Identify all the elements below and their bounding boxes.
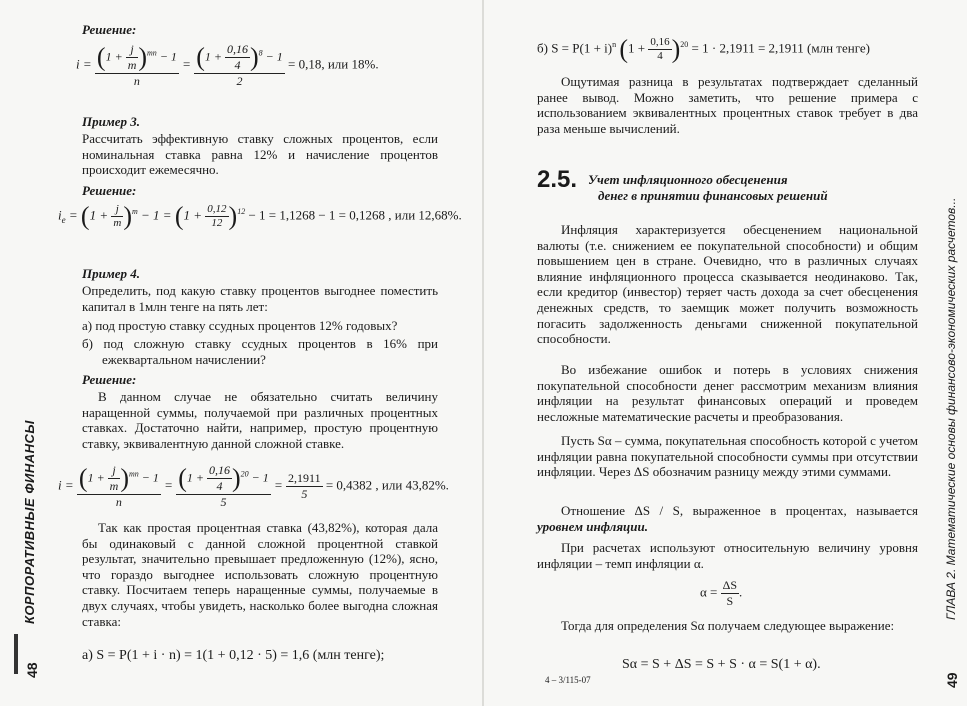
- example-4-option-b: б) под сложную ставку ссудных процентов в 16% при ежеквартальном начислении?: [82, 336, 438, 367]
- left-running-head: КОРПОРАТИВНЫЕ ФИНАНСЫ: [22, 420, 37, 624]
- right-paragraph-6: При расчетах используют относительную величину уровня инфляции – темп инфляции α.: [537, 540, 918, 571]
- solution-label-3: Решение:: [82, 372, 137, 387]
- right-paragraph-7: Тогда для определения Sα получаем следующее выражение:: [561, 618, 895, 633]
- example-3-text: Рассчитать эффективную ставку сложных процентов, если номинальная ставка равна 12% и начисление процентов происходит ежемесячно.: [82, 131, 438, 178]
- right-paragraph-5: [537, 503, 918, 534]
- eq-b-result: = 1 · 2,1911 = 2,1911 (млн тенге): [691, 40, 870, 56]
- alpha-denominator: S: [726, 594, 734, 608]
- right-paragraph-2: Инфляция характеризуется обесценением национальной валюты (т.е. снижением ее покупательной способности) и общим повышением цен в стране. Очевидно, что в различных случаях влияние инфляционного процесса сказывается неодинаково. Так, если кредитор (инвестор) теряет часть дохода за счет обесценения денежных средств, то заемщик может получить возможность погасить задолженность деньгами сниженной покупательной способности.: [537, 222, 918, 347]
- section-title: [588, 172, 828, 204]
- para5-text: Отношение ΔS / S, выраженное в процентах, называется: [561, 503, 918, 518]
- eq3-numerator: 2,1911: [288, 471, 321, 485]
- alpha-lhs: α =: [700, 584, 718, 600]
- left-page-number: 48: [24, 662, 40, 678]
- equation-a: а) S = P(1 + i · n) = 1(1 + 0,12 · 5) = 1,6 (млн тенге);: [82, 648, 385, 663]
- alpha-numerator: ΔS: [722, 578, 738, 592]
- page-footer: 4 – 3/115-07: [545, 675, 591, 685]
- example-4-option-a: а) под простую ставку ссудных процентов 12% годовых?: [82, 318, 398, 333]
- solution-3-text: В данном случае не обязательно считать величину наращенной суммы, получаемой при различных процентных ставках. Достаточно найти, например, простую процентную ставку, эквивалентную данной сложной ставке.: [82, 389, 438, 451]
- example-3-title: Пример 3.: [82, 114, 141, 129]
- para5-term: уровнем инфляции.: [537, 518, 648, 534]
- eq1-result: = 0,18, или 18%.: [288, 56, 379, 72]
- solution-label-1: Решение:: [82, 22, 137, 37]
- final-equation: Sα = S + ΔS = S + S · α = S(1 + α).: [622, 657, 821, 672]
- section-title-line-1: Учет инфляционного обесценения: [588, 172, 788, 187]
- margin-marker: [14, 634, 18, 674]
- right-paragraph-1: Ощутимая разница в результатах подтверждает сделанный ранее вывод. Можно заметить, что решение примера с использованием эквивалентных процентных ставок требует в два раза меньше вычислений.: [537, 74, 918, 136]
- right-page-number: 49: [944, 672, 960, 688]
- equation-b: б) $S = P(1 + i)^n$ (1 + $\frac{0,16}{4}$ )$^{20}$ = 1 · 2,1911 = 2,1911 (млн тенге): [537, 34, 870, 64]
- right-paragraph-3: Во избежание ошибок и потерь в условиях снижения покупательной способности денег рассмотрим механизм влияния инфляции на результат финансовых операций и проведем несложные математические расчеты и преобразования.: [537, 362, 918, 424]
- eq2-tail: − 1 = 1,1268 − 1 = 0,1268 , или 12,68%.: [248, 207, 462, 223]
- solution-label-2: Решение:: [82, 183, 137, 198]
- right-paragraph-4: Пусть Sα – сумма, покупательная способность которой с учетом инфляции равна покупательной способности суммы при отсутствии инфляции. Через ΔS обозначим разницу между этими суммами.: [537, 433, 918, 480]
- equation-3: i = (1 + $\frac{j}{m}$ )$^{mn}$ − 1 n = (1 + $\frac{0,16}{4}$ )$^{20}$ − 1 5 = $\frac{2,1911}{5}$ = 0,4382 , или 43,82%.: [58, 463, 449, 509]
- conclusion-paragraph: Так как простая процентная ставка (43,82%), которая дала бы одинаковый с данной сложной процентной ставкой результат, значительно превышает предложенную (12%), ясно, что гораздо выгоднее использовать сложную процентную ставку. Посчитаем теперь наращенные суммы, получаемые в двух случаях, чтобы увидеть, насколько более выгодна сложная ставка:: [82, 520, 438, 629]
- equation-2: $i_e = (1$ + $\frac{j}{m}$ )$^m$ − 1 = (1 + $\frac{0,12}{12}$ )$^{12}$ − 1 = 1,1268 − 1 = 0,1268 , или 12,68%.: [58, 201, 462, 231]
- example-4-title: Пример 4.: [82, 266, 141, 281]
- section-number: 2.5.: [537, 166, 578, 193]
- section-title-line-2: денег в принятии финансовых решений: [598, 188, 828, 203]
- example-4-text: Определить, под какую ставку процентов выгоднее поместить капитал в 1млн тенге на пять лет:: [82, 283, 438, 314]
- eq3-result: = 0,4382 , или 43,82%.: [325, 477, 449, 493]
- alpha-equation: α = $\frac{\Delta S}{S}$ .: [700, 578, 743, 608]
- eq-b-prefix: б) S = P(1 + i): [537, 40, 613, 56]
- equation-1: i = (1 + $\frac{j}{m}$ )$^{mn}$ − 1 n = (1 + $\frac{0,16}{4}$ )$^8$ − 1 2 = 0,18, или 18%.: [76, 42, 379, 88]
- right-running-head: ГЛАВА 2. Математические основы финансово-экономических расчетов...: [944, 197, 958, 620]
